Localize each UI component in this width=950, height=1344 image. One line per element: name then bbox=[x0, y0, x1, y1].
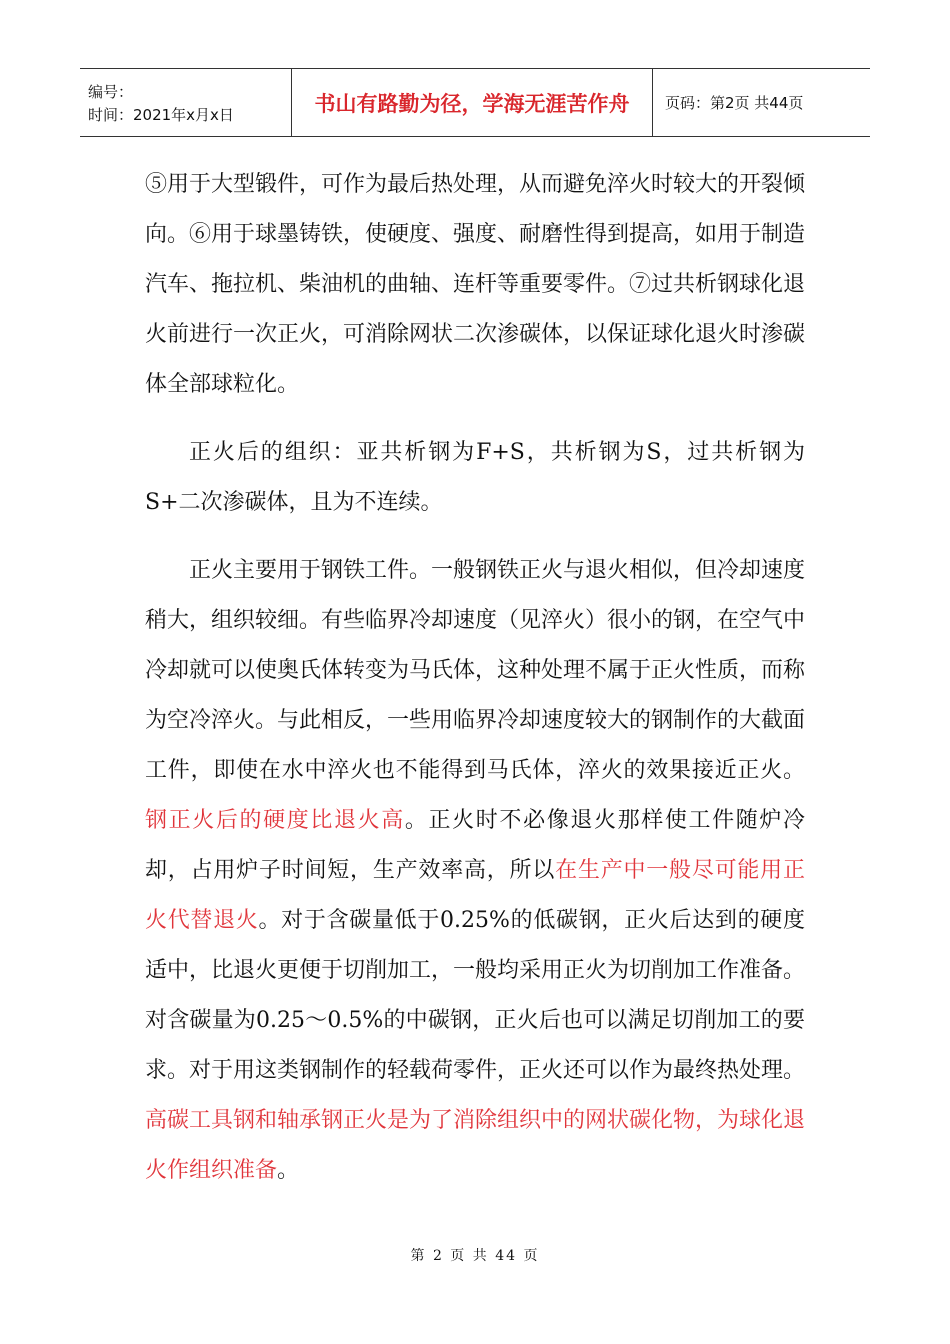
document-body bbox=[145, 160, 805, 1196]
header-page-info bbox=[653, 69, 870, 136]
paragraph-segment: ⑤用于大型锻件，可作为最后热处理，从而避免淬火时较大的开裂倾向。⑥用于球墨铸铁，使硬度、强度、耐磨性得到提高，如用于制造汽车、拖拉机、柴油机的曲轴、连杆等重要零件。⑦过共析钢球化退火前进行一次正火，可消除网状二次渗碳体，以保证球化退火时渗碳体全部球粒化。 bbox=[145, 172, 806, 397]
highlight-text: 高碳工具钢和轴承钢正火是为了消除组织中的网状碳化物，为球化退火作组织准备 bbox=[145, 1108, 806, 1183]
paragraph-segment: 。 bbox=[277, 1158, 300, 1183]
page-footer bbox=[0, 1245, 950, 1265]
header-page-text: 页码：第2页 共44页 bbox=[665, 94, 804, 112]
paragraph-2 bbox=[145, 428, 805, 528]
highlight-text: 在生产中一般尽可能用正火代替退火 bbox=[145, 858, 805, 933]
footer-page-number: 第 2 页 共 44 页 bbox=[410, 1248, 540, 1264]
paragraph-segment: 正火主要用于钢铁工件。一般钢铁正火与退火相似，但冷却速度稍大，组织较细。有些临界冷却速度（见淬火）很小的钢，在空气中冷却就可以使奥氏体转变为马氏体，这种处理不属于正火性质，而称为空冷淬火。与此相反，一些用临界冷却速度较大的钢制作的大截面工件，即使在水中淬火也不能得到马氏体，淬火的效果接近正火。 bbox=[145, 558, 806, 783]
header-motto bbox=[292, 69, 653, 136]
header-time: 时间：2021年x月x日 bbox=[88, 105, 234, 124]
motto-text: 书山有路勤为径，学海无涯苦作舟 bbox=[314, 91, 630, 116]
highlight-text: 钢正火后的硬度比退火高 bbox=[145, 808, 405, 833]
paragraph-segment: 。正火时不必像退火那样使工件随炉冷却，占用炉子时间短，生产效率高，所以 bbox=[145, 808, 805, 883]
paragraph-3 bbox=[145, 546, 805, 1196]
header-meta bbox=[80, 69, 292, 136]
paragraph-segment: 。对于含碳量低于0.25%的低碳钢，正火后达到的硬度适中，比退火更便于切削加工，一般均采用正火为切削加工作准备。对含碳量为0.25～0.5%的中碳钢，正火后也可以满足切削加工的要求。对于用这类钢制作的轻载荷零件，正火还可以作为最终热处理。 bbox=[145, 908, 806, 1083]
paragraph-segment: 正火后的组织：亚共析钢为F+S，共析钢为S，过共析钢为S+二次渗碳体，且为不连续。 bbox=[145, 440, 805, 515]
paragraph-1 bbox=[145, 160, 805, 410]
page-header bbox=[80, 68, 870, 137]
header-number: 编号： bbox=[88, 82, 134, 101]
